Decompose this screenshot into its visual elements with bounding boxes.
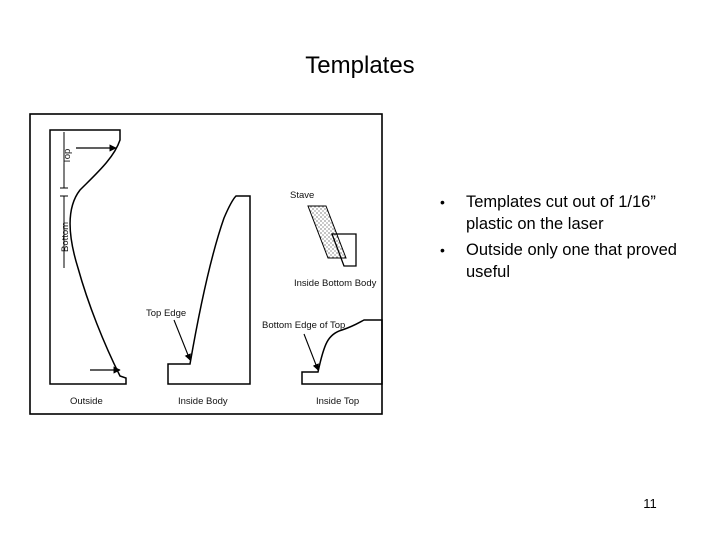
bullet-text: Outside only one that proved useful [466, 241, 677, 281]
label-bottom-edge-of-top: Bottom Edge of Top [262, 320, 346, 331]
page-number: 11 [643, 496, 657, 511]
bullet-marker: • [440, 194, 445, 210]
label-stave: Stave [290, 190, 315, 201]
template-diagram [28, 108, 388, 420]
outside-template-shape [50, 130, 126, 384]
bullet-list [432, 191, 682, 287]
bullet-item [432, 191, 682, 235]
label-inside-bottom-body: Inside Bottom Body [294, 278, 377, 289]
stave-shape [308, 206, 346, 258]
label-top-edge: Top Edge [146, 308, 187, 319]
inside-body-template-shape [168, 196, 250, 384]
bottom-edge-of-top-arrow [304, 334, 318, 370]
label-bottom: Bottom [60, 221, 71, 252]
label-outside: Outside [70, 396, 103, 407]
bullet-item [432, 239, 682, 283]
top-edge-arrow [174, 320, 190, 360]
outside-board-frame [30, 114, 382, 414]
label-top: Top [62, 148, 73, 164]
slide-title: Templates [305, 52, 415, 79]
bullet-marker: • [440, 242, 445, 258]
label-inside-top: Inside Top [316, 396, 360, 407]
label-inside-body: Inside Body [178, 396, 228, 407]
bullet-text: Templates cut out of 1/16” plastic on the laser [466, 193, 656, 233]
